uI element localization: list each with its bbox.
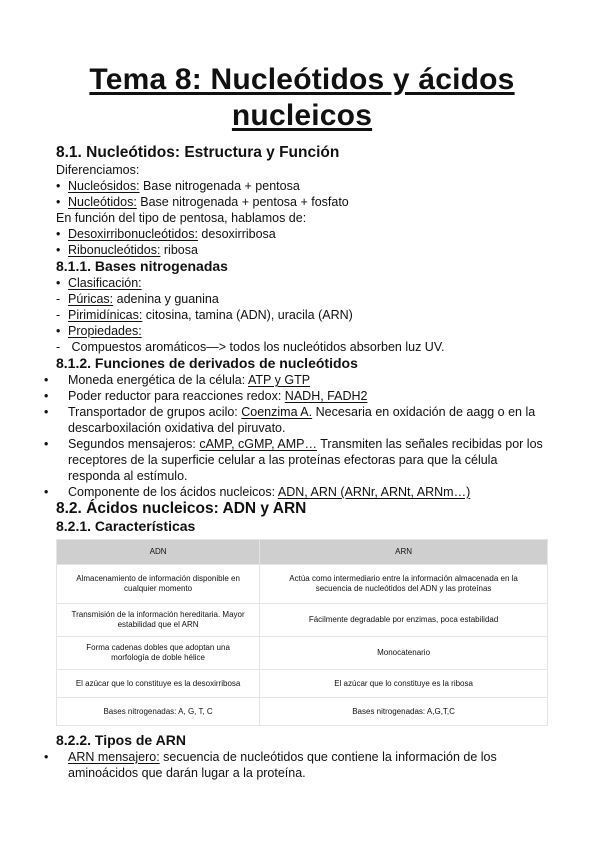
list-item-puricas — [56, 291, 548, 307]
text: Segundos mensajeros: — [68, 437, 200, 451]
table-row — [57, 670, 548, 698]
term: Propiedades: — [68, 324, 142, 338]
term: Ribonucleótidos: — [68, 243, 161, 257]
list-item-moneda — [56, 372, 548, 388]
section-heading-8-2-2: 8.2.2. Tipos de ARN — [56, 732, 186, 748]
list-item-segundos-mensajeros — [56, 436, 548, 484]
list-item-arn-mensajero — [56, 749, 548, 781]
document-page — [56, 56, 548, 781]
term: Nucleósidos: — [68, 179, 140, 193]
term: ATP y GTP — [248, 373, 311, 387]
table-cell: Almacenamiento de información disponible en cualquier momento — [57, 565, 260, 604]
list-item-transportador — [56, 404, 548, 436]
column-header-adn: ADN — [57, 540, 260, 565]
term: Clasificación: — [68, 276, 142, 290]
list-item-ribonucleotidos — [56, 242, 548, 258]
table-cell: Bases nitrogenadas: A, G, T, C — [57, 698, 260, 726]
list-item-componente — [56, 484, 548, 500]
table-row — [57, 604, 548, 637]
term: ARN mensajero: — [68, 750, 160, 764]
section-heading-8-2-1: 8.2.1. Características — [56, 518, 196, 534]
list-item-propiedades — [56, 323, 548, 339]
list-item-aromaticos: - Compuestos aromáticos—> todos los nucleótidos absorben luz UV. — [56, 339, 548, 355]
section-heading-8-1-1: 8.1.1. Bases nitrogenadas — [56, 258, 228, 274]
table-cell: Transmisión de la información hereditaria. Mayor estabilidad que el ARN — [57, 604, 260, 637]
table-cell: Forma cadenas dobles que adoptan una morfología de doble hélice — [57, 637, 260, 670]
term: Coenzima A. — [241, 405, 313, 419]
intro-text: Diferenciamos: — [56, 163, 140, 177]
table-row — [57, 637, 548, 670]
section-heading-8-1: 8.1. Nucleótidos: Estructura y Función — [56, 144, 340, 161]
text: Componente de los ácidos nucleicos: — [68, 485, 278, 499]
list-item-desoxirribonucleotidos — [56, 226, 548, 242]
definition: desoxirribosa — [197, 227, 276, 241]
page-title: Tema 8: Nucleótidos y ácidos nucleicos — [89, 63, 515, 132]
table-cell: Monocatenario — [260, 637, 548, 670]
term: ADN, ARN (ARNr, ARNt, ARNm…) — [277, 485, 471, 499]
list-item-nucleotidos — [56, 194, 548, 210]
term: Pirimidínicas: — [68, 308, 143, 322]
section-heading-8-2: 8.2. Ácidos nucleicos: ADN y ARN — [56, 500, 307, 517]
term: Desoxirribonucleótidos: — [68, 227, 198, 241]
text: Moneda energética de la célula: — [68, 373, 248, 387]
text-rest: Transmiten las señales recibidas por los receptores de la superficie celular a las proteínas efectoras para que la célula responda al estímulo. — [68, 437, 543, 483]
definition: adenina y guanina — [113, 292, 219, 306]
table-cell: El azúcar que lo constituye es la ribosa — [260, 670, 548, 698]
definition: Base nitrogenada + pentosa + fosfato — [136, 195, 349, 209]
list-item-poder-reductor — [56, 388, 548, 404]
text: Transportador de grupos acilo: — [68, 405, 242, 419]
table-header-row — [57, 540, 548, 565]
table-row — [57, 565, 548, 604]
definition: Base nitrogenada + pentosa — [139, 179, 300, 193]
list-item-pirimidinicas — [56, 307, 548, 323]
section-heading-8-1-2: 8.1.2. Funciones de derivados de nucleótidos — [56, 355, 358, 371]
table-cell: Fácilmente degradable por enzimas, poca estabilidad — [260, 604, 548, 637]
definition: citosina, tamina (ADN), uracila (ARN) — [142, 308, 353, 322]
term: Nucleótidos: — [68, 195, 137, 209]
term: cAMP, cGMP, AMP… — [199, 437, 317, 451]
intro-text-2: En función del tipo de pentosa, hablamos de: — [56, 211, 307, 225]
term: Púricas: — [68, 292, 114, 306]
text: Poder reductor para reacciones redox: — [68, 389, 285, 403]
table-cell: Bases nitrogenadas: A,G,T,C — [260, 698, 548, 726]
table-cell: El azúcar que lo constituye es la desoxirribosa — [57, 670, 260, 698]
term: NADH, FADH2 — [284, 389, 368, 403]
column-header-arn: ARN — [260, 540, 548, 565]
text-rest: Necesaria en oxidación de aagg o en la descarboxilación oxidativa del piruvato. — [68, 405, 536, 435]
comparison-table — [56, 539, 548, 726]
list-item-nucleosidos — [56, 178, 548, 194]
table-row — [57, 698, 548, 726]
list-item-clasificacion — [56, 275, 548, 291]
definition: ribosa — [160, 243, 198, 257]
table-cell: Actúa como intermediario entre la información almacenada en la secuencia de nucleótidos del ADN y las proteínas — [260, 565, 548, 604]
definition: secuencia de nucleótidos que contiene la información de los aminoácidos que darán lugar a la proteína. — [68, 750, 497, 780]
